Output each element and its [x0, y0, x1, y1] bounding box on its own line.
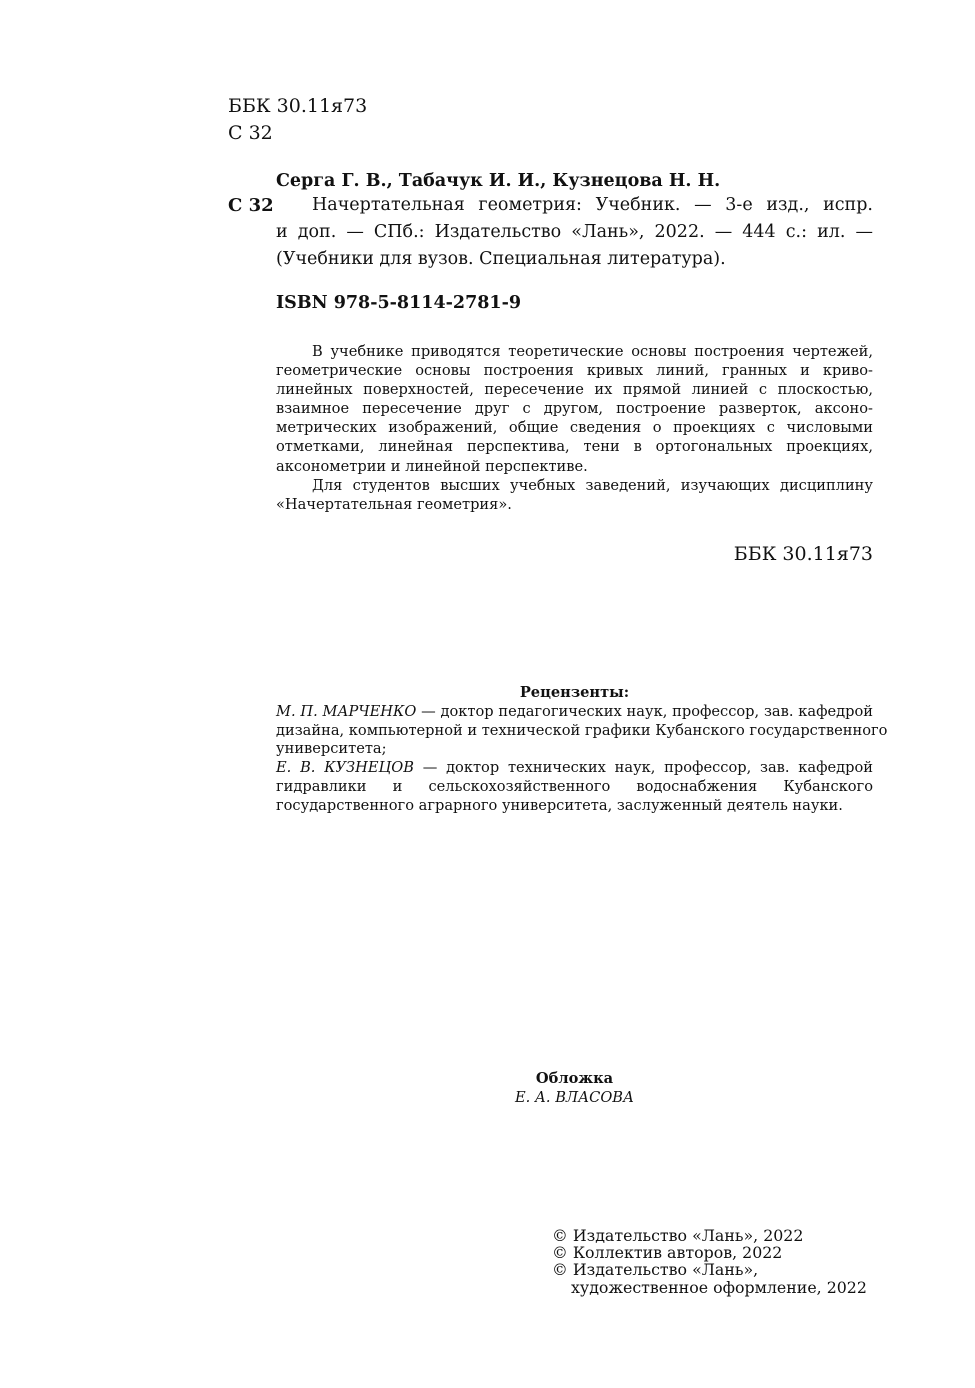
cutter-code: С 32: [228, 122, 273, 144]
biblio-line: Начертательная геометрия: Учебник. — 3-е изд., испр.: [312, 195, 873, 215]
reviewer-2-line: [276, 759, 873, 778]
biblio-line: (Учебники для вузов. Специальная литература).: [276, 249, 726, 269]
authors-line: Серга Г. В., Табачук И. И., Кузнецова Н. Н.: [276, 171, 721, 191]
biblio-line: и доп. — СПб.: Издательство «Лань», 2022. — 444 с.: ил. —: [276, 222, 873, 242]
abstract-line: взаимное пересечение друг с другом, построение разверток, аксоно-: [276, 400, 873, 418]
reviewer-1-name: М. П. МАРЧЕНКО: [276, 702, 417, 720]
bbk-classification-top: [228, 93, 367, 147]
abstract-line: метрических изображений, общие сведения о проекциях с числовыми: [276, 419, 873, 437]
abstract-line: Для студентов высших учебных заведений, изучающих дисциплину: [312, 476, 873, 494]
abstract-line: отметками, линейная перспектива, тени в ортогональных проекциях,: [276, 438, 873, 456]
reviewer-2-name: Е. В. КУЗНЕЦОВ: [276, 759, 414, 777]
abstract-line: линейных поверхностей, пересечение их прямой линией с плоскостью,: [276, 381, 873, 399]
abstract-line: геометрические основы построения кривых линий, гранных и криво-: [276, 362, 873, 380]
abstract-line: аксонометрии и линейной перспективе.: [276, 457, 588, 475]
copyright-line: © Коллектив авторов, 2022: [552, 1243, 783, 1263]
reviewer-1-line: университета;: [276, 740, 387, 758]
reviewer-2-title: — доктор технических наук, профессор, зав. кафедрой: [413, 759, 873, 777]
copyright-block: [552, 1227, 867, 1296]
reviewer-1-line: дизайна, компьютерной и технической графики Кубанского государственного: [276, 721, 888, 739]
reviewers-heading: Рецензенты:: [519, 684, 630, 701]
cover-heading: Обложка: [535, 1070, 614, 1087]
cover-credit: [276, 1070, 873, 1107]
abstract-line: «Начертательная геометрия».: [276, 495, 512, 513]
reviewer-1-title: — доктор педагогических наук, профессор, зав. кафедрой: [416, 702, 873, 720]
bbk-classification-bottom: ББК 30.11я73: [733, 543, 873, 565]
cutter-mark: С 32: [228, 195, 274, 216]
reviewers-section: [276, 684, 888, 816]
reviewer-2-line: государственного аграрного университета, заслуженный деятель науки.: [276, 796, 843, 814]
cover-designer-name: Е. А. ВЛАСОВА: [514, 1088, 635, 1106]
abstract: [276, 342, 873, 514]
reviewer-2-line: гидравлики и сельскохозяйственного водоснабжения Кубанского: [276, 777, 873, 795]
reviewer-1-line: [276, 703, 873, 722]
isbn: ISBN 978-5-8114-2781-9: [276, 293, 522, 313]
abstract-line: В учебнике приводятся теоретические основы построения чертежей,: [312, 343, 873, 360]
copyright-line: © Издательство «Лань», 2022: [552, 1226, 804, 1245]
bbk-code: ББК 30.11я73: [228, 95, 368, 117]
copyright-line: художественное оформление, 2022: [571, 1277, 867, 1297]
bibliographic-description: [276, 192, 873, 273]
copyright-line: © Издательство «Лань»,: [552, 1260, 759, 1280]
